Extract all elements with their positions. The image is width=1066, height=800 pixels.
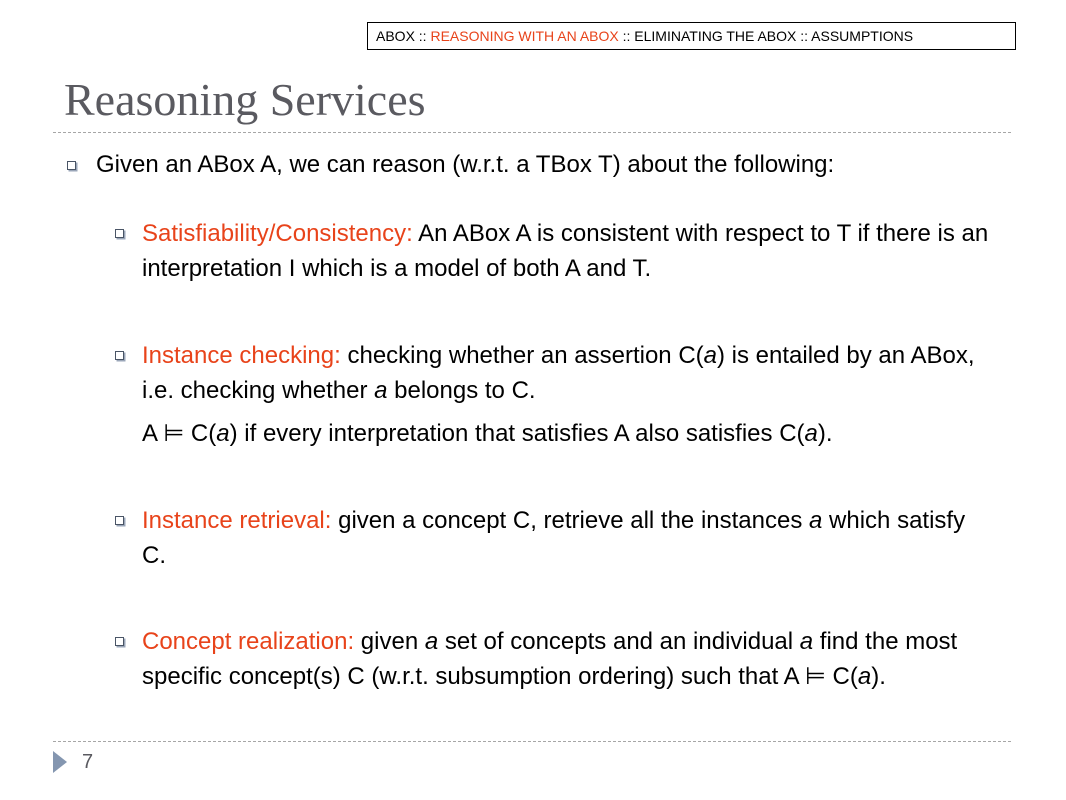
- item-body-part: checking whether an assertion C(: [340, 342, 704, 369]
- breadcrumb: [367, 22, 1016, 50]
- item-body-part: which satisfy C.: [142, 507, 966, 569]
- item-extra-italic: a: [804, 420, 818, 447]
- item-body-part: given: [354, 628, 425, 655]
- item-body-part: ).: [871, 663, 886, 690]
- square-bullet-icon: [67, 161, 76, 170]
- item-extra-part: ) if every interpretation that satisfies A also satisfies C(: [229, 420, 805, 447]
- item-body-italic: a: [809, 507, 823, 534]
- item-extra-part: A ⊨ C(: [142, 420, 217, 447]
- item-heading: Satisfiability/Consistency:: [142, 220, 413, 247]
- item-body: An ABox A is consistent with respect to T if there is an interpretation I which is a model of both A and T.: [142, 220, 989, 282]
- list-item-satisfiability: [142, 216, 992, 286]
- square-bullet-icon: [115, 351, 124, 360]
- list-item-instance-retrieval: [142, 503, 992, 573]
- page-title: Reasoning Services: [64, 74, 426, 125]
- item-extra-part: ).: [817, 420, 833, 447]
- item-entailment-definition: [142, 416, 992, 451]
- item-body-italic: a: [374, 377, 388, 404]
- item-body-part: given a concept C, retrieve all the instances: [331, 507, 810, 534]
- item-body-part: belongs to C.: [387, 377, 536, 404]
- item-heading: Concept realization:: [142, 628, 355, 655]
- item-body-italic: a: [703, 342, 718, 369]
- square-bullet-icon: [115, 516, 124, 525]
- footer-divider: [53, 741, 1011, 742]
- square-bullet-icon: [115, 229, 124, 238]
- item-body-part: set of concepts and an individual: [438, 628, 800, 655]
- title-divider: [53, 132, 1011, 133]
- item-body-italic: a: [857, 663, 872, 690]
- triangle-right-icon: [53, 751, 67, 773]
- item-body-italic: a: [424, 628, 439, 655]
- breadcrumb-part-1: ABOX ::: [376, 28, 431, 44]
- list-item-concept-realization: [142, 624, 992, 694]
- list-item-instance-checking: [142, 338, 992, 451]
- square-bullet-icon: [115, 637, 124, 646]
- breadcrumb-current: REASONING WITH AN ABOX: [430, 28, 619, 44]
- intro-text: Given an ABox A, we can reason (w.r.t. a TBox T) about the following:: [96, 151, 835, 178]
- intro-bullet: [64, 148, 1014, 182]
- page-number: 7: [82, 751, 94, 773]
- item-body-part: ) is entailed by an ABox, i.e. checking whether: [142, 342, 975, 404]
- item-heading: Instance checking:: [142, 342, 341, 369]
- breadcrumb-part-2: :: ELIMINATING THE ABOX :: ASSUMPTIONS: [618, 28, 914, 44]
- item-main-text: [142, 338, 992, 408]
- item-extra-italic: a: [216, 420, 230, 447]
- item-body-part: find the most specific concept(s) C (w.r.t. subsumption ordering) such that A ⊨ C(: [142, 628, 958, 690]
- item-heading: Instance retrieval:: [142, 507, 332, 534]
- item-body-italic: a: [799, 628, 814, 655]
